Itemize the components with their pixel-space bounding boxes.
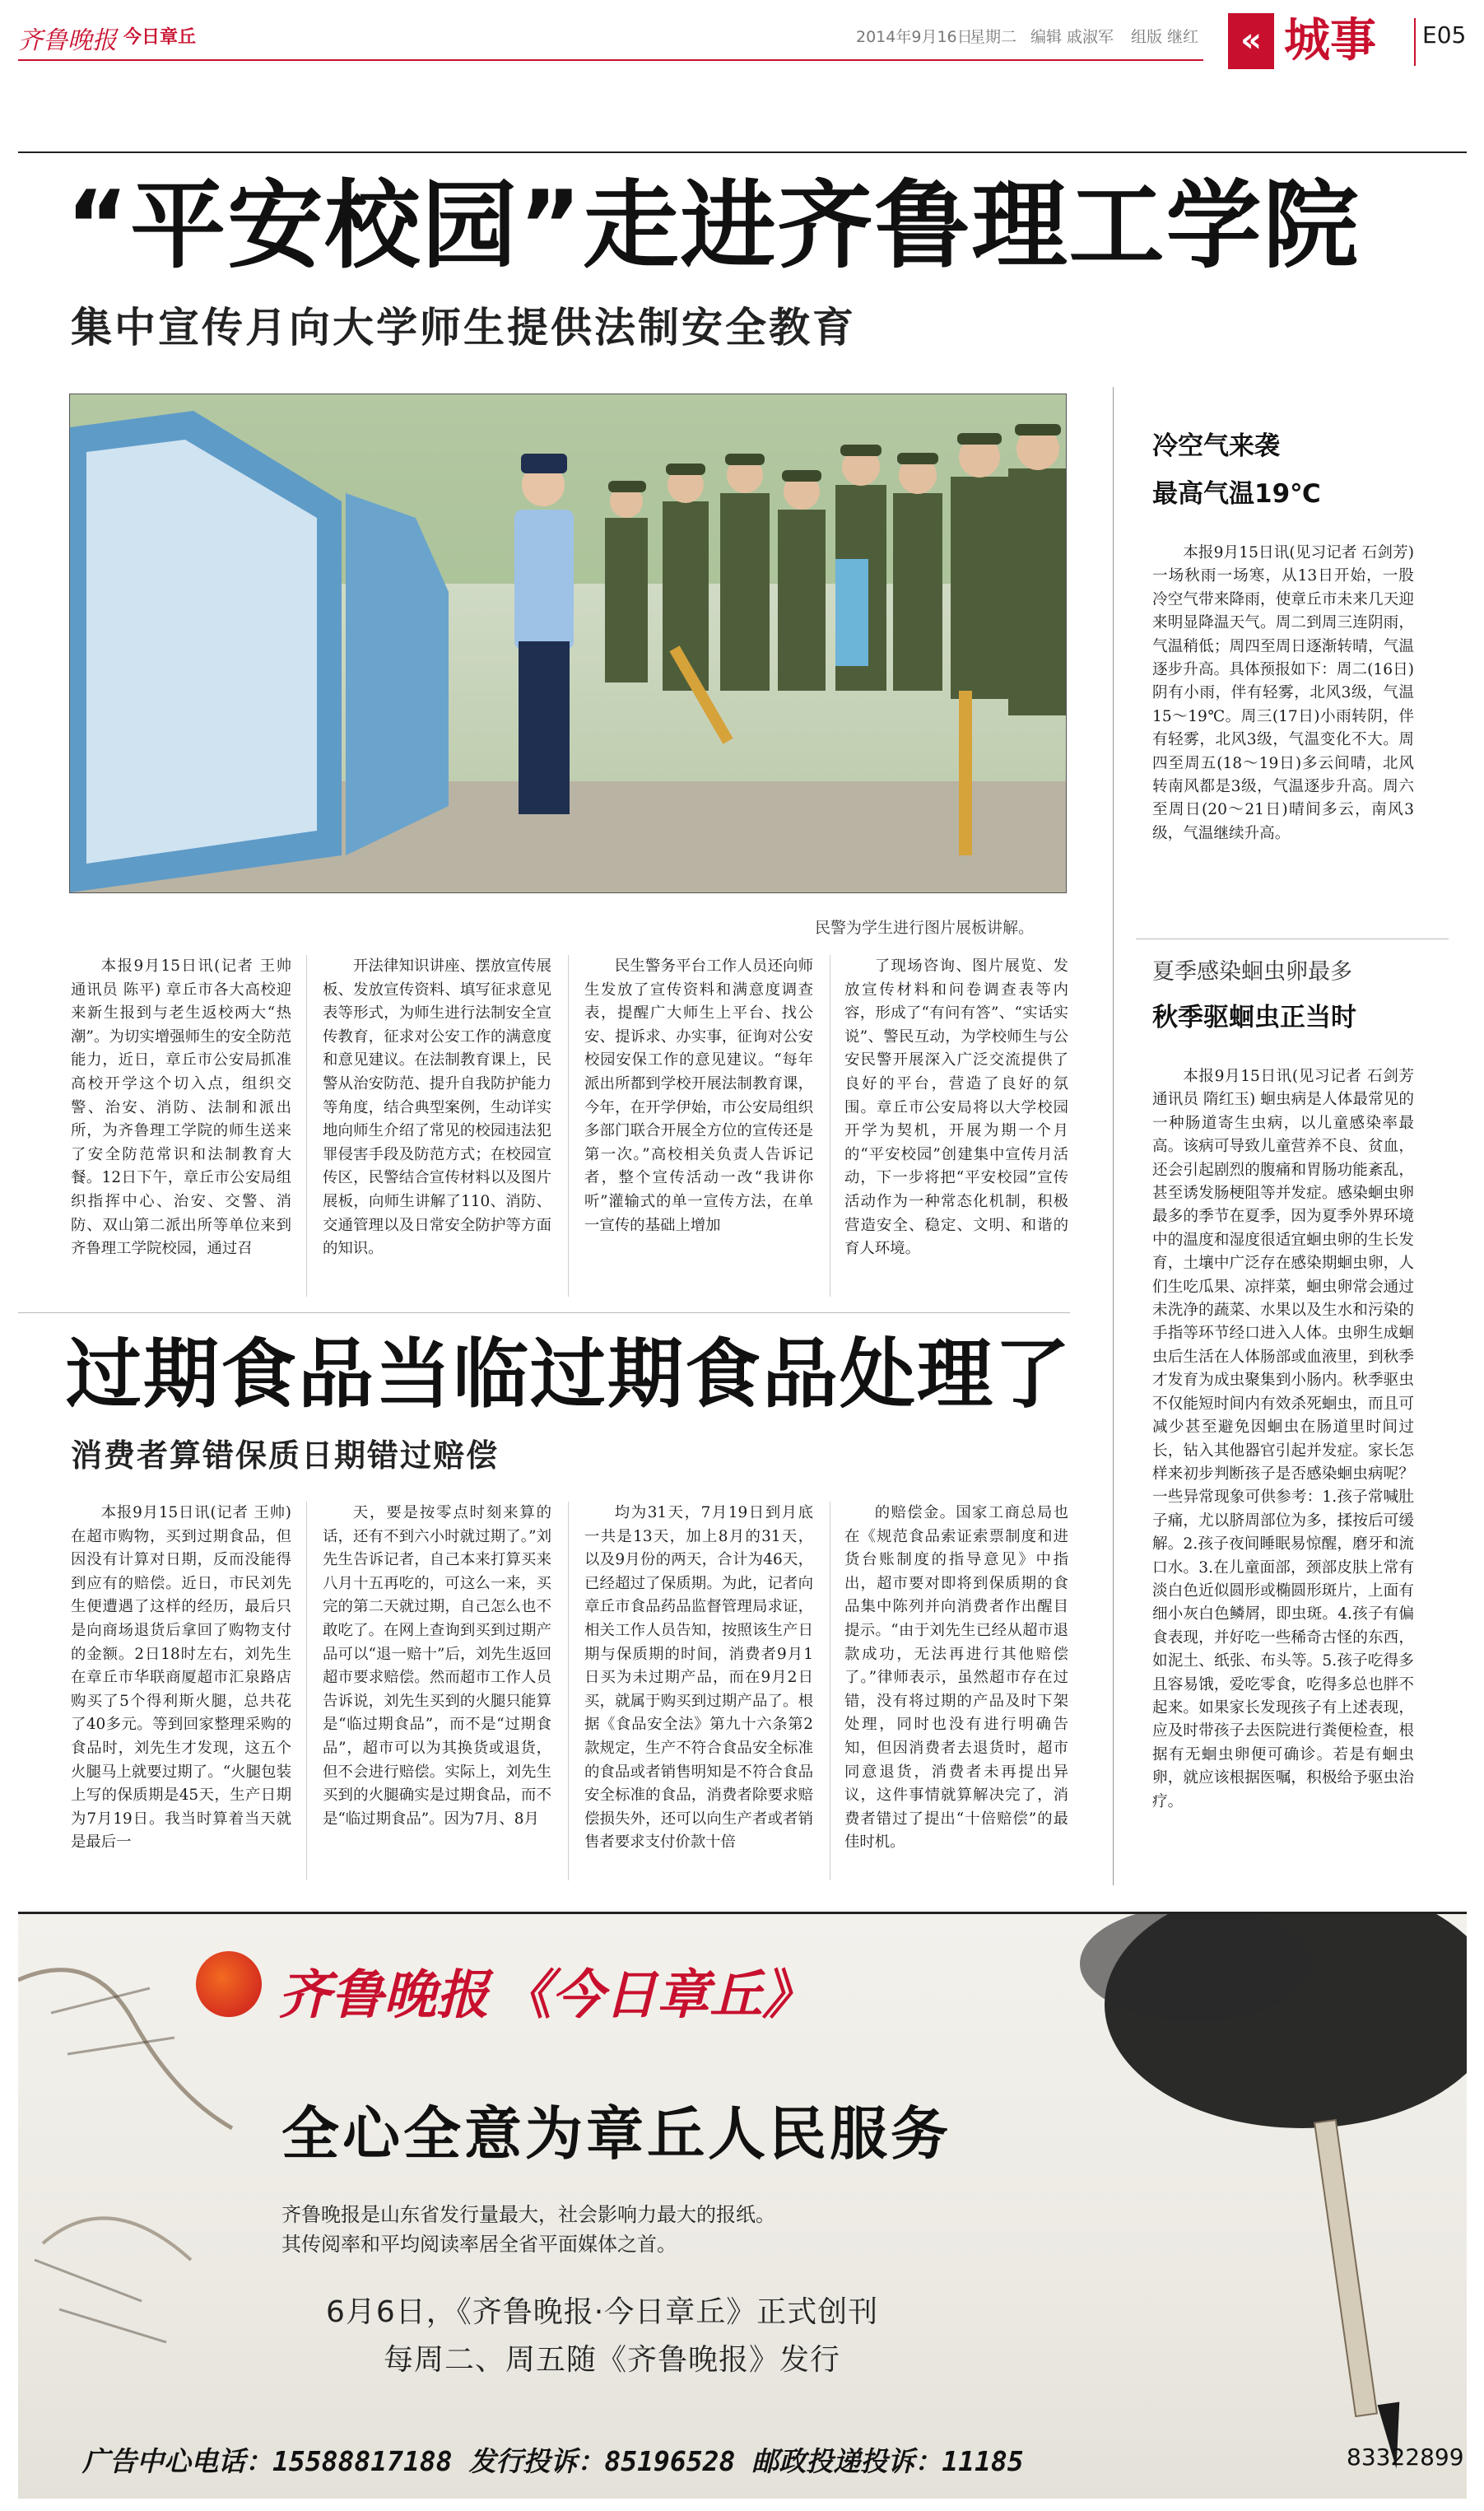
header-rule <box>18 59 1203 61</box>
story2-headline: 过期食品当临过期食品处理了 <box>66 1330 1072 1419</box>
ad-slogan: 全心全意为章丘人民服务 <box>281 2100 951 2168</box>
story2-column-2: 天，要是按零点时刻来算的话，还有不到六小时就过期了。”刘先生告诉记者，自己本来打算买来八月十五再吃的，可这么一来，买完的第二天就过期，自己怎么也不敢吃了。在网上查询到买到过期产品可以“退一赔十”后，刘先生返回超市要求赔偿。然而超市工作人员告诉说，刘先生买到的火腿只能算是“临过期食品”，而不是“过期食品”，超市可以为其换货或退货，但不会进行赔偿。实际上，刘先生买到的火腿确实是过期食品，而不是“临过期食品”。因为7月、8月 <box>323 1504 551 1828</box>
masthead-edition: 今日章丘 <box>123 27 197 48</box>
ad-launch-line-2: 每周二、周五随《齐鲁晚报》发行 <box>384 2343 841 2377</box>
story1-photo <box>69 394 1067 893</box>
ad-line-2: 其传阅率和平均阅读率居全省平面媒体之首。 <box>281 2233 677 2256</box>
story-separator <box>18 1312 1070 1313</box>
story1-column-2: 开法律知识讲座、摆放宣传展板、发放宣传资料、填写征求意见表等形式，为师生进行法制安全宣传教育，征求对公安工作的满意度和意见建议。在法制教育课上，民警从治安防范、提升自我防护能力等角度，结合典型案例，生动详实地向师生介绍了常见的校园违法犯罪侵害手段及防范方式；在校园宣传区，民警结合宣传材料以及图片展板，向师生讲解了110、消防、交通管理以及日常安全防护等方面的知识。 <box>323 957 551 1258</box>
sidebar-divider <box>1113 387 1114 1885</box>
story2-column-3: 均为31天，7月19日到月底一共是13天，加上8月的31天，以及9月份的两天，合计为46天，已经超过了保质期。为此，记者向章丘市食品药品监督管理局求证，相关工作人员告知，按照该生产日期与保质期的时间，消费者9月1日买为未过期产品，而在9月2日买，就属于购买到过期产品了。根据《食品安全法》第九十六条第2款规定，生产不符合食品安全标准的食品或者销售明知是不符合食品安全标准的食品，消费者除要求赔偿损失外，还可以向生产者或者销售者要求支付价款十倍 <box>584 1504 813 1852</box>
section-name: 城事 <box>1284 14 1376 68</box>
weather-title-line2: 最高气温19℃ <box>1152 479 1321 509</box>
ad-brand: 齐鲁晚报 《今日章丘》 <box>278 1964 815 2026</box>
masthead-brand: 齐鲁晚报 <box>18 26 117 55</box>
story1-subhead: 集中宣传月向大学师生提供法制安全教育 <box>71 304 856 352</box>
editor-credit: 编辑 戚淑军 <box>1030 28 1114 46</box>
page-number: E05 <box>1422 21 1467 49</box>
story1-column-1: 本报9月15日讯(记者 王帅 通讯员 陈平) 章丘市各大高校迎来新生报到与老生返校两大“热潮”。为切实增强师生的安全防范能力，近日，章丘市公安局抓准高校开学这个切入点，组织交警、治安、消防、法制和派出所，为齐鲁理工学院的师生送来了安全防范常识和法制教育大餐。12日下午，章丘市公安局组织指挥中心、治安、交警、消防、双山第二派出所等单位来到齐鲁理工学院校园，通过召 <box>71 957 291 1258</box>
column-divider <box>306 1502 307 1880</box>
ad-line-1: 齐鲁晚报是山东省发行量最大，社会影响力最大的报纸。 <box>281 2203 775 2226</box>
story1-column-3: 民生警务平台工作人员还向师生发放了宣传资料和满意度调查表，提醒广大师生上平台、找公安、提诉求、办实事，征询对公安校园安保工作的意见建议。“每年派出所都到学校开展法制教育课，今年，在开学伊始，市公安局组织多部门联合开展全方位的宣传还是第一次。”高校相关负责人告诉记者，整个宣传活动一改“我讲你听”灌输式的单一宣传方法，在单一宣传的基础上增加 <box>584 957 813 1234</box>
section-arrow-icon: « <box>1228 13 1274 69</box>
issue-weekday: 星期二 <box>970 28 1017 46</box>
designer-credit: 组版 继红 <box>1131 28 1199 46</box>
column-divider <box>306 955 307 1297</box>
ad-launch-line-1: 6月6日，《齐鲁晚报·今日章丘》正式创刊 <box>326 2295 879 2329</box>
photo-caption: 民警为学生进行图片展板讲解。 <box>815 919 1035 937</box>
section-divider <box>1414 18 1416 66</box>
column-divider <box>568 955 569 1297</box>
story2-column-4: 的赔偿金。国家工商总局也在《规范食品索证索票制度和进货台账制度的指导意见》中指出，超市要对即将到保质期的食品集中陈列并向消费者作出醒目提示。“由于刘先生已经从超市退款成功，无法再进行其他赔偿了。”律师表示，虽然超市存在过错，没有将过期的产品及时下架处理，同时也没有进行明确告知，但因消费者去退货时，超市同意退货，消费者未再提出异议，这件事情就算解决完了，消费者错过了提出“十倍赔偿”的最佳时机。 <box>844 1504 1068 1852</box>
story2-column-1: 本报9月15日讯(记者 王帅) 在超市购物，买到过期食品，但因没有计算对日期，反而没能得到应有的赔偿。近日，市民刘先生便遭遇了这样的经历，最后只是向商场退货后拿回了购物支付的金额。2日18时左右，刘先生在章丘市华联商厦超市汇泉路店购买了5个得利斯火腿，总共花了40多元。等到回家整理采购的食品时，刘先生才发现，这五个火腿马上就要过期了。“火腿包装上写的保质期是45天，生产日期为7月19日。我当时算着当天就是最后一 <box>71 1504 291 1852</box>
issue-date: 2014年9月16日 <box>856 28 973 46</box>
story1-column-4: 了现场咨询、图片展览、发放宣传材料和问卷调查表等内容，形成了“有问有答”、“实话实说”、警民互动，为学校师生与公安民警开展深入广泛交流提供了良好的平台，营造了良好的氛围。章丘市公安局将以大学校园开学为契机，开展为期一个月的“平安校园”创建集中宣传月活动，下一步将把“平安校园”宣传活动作为一种常态化机制，积极营造安全、稳定、文明、和谐的育人环境。 <box>844 957 1068 1258</box>
story1-headline: “平安校园”走进齐鲁理工学院 <box>66 170 1361 282</box>
story2-subhead: 消费者算错保质日期错过赔偿 <box>71 1437 500 1474</box>
column-divider <box>568 1502 569 1880</box>
photo-illustration <box>70 394 1066 892</box>
weather-story: 本报9月15日讯(见习记者 石剑芳) 一场秋雨一场寒，从13日开始，一股冷空气带来降雨，使章丘市未来几天迎来明显降温天气。周二到周三连阴雨，气温稍低；周四至周日逐渐转晴，气温逐步升高。具体预报如下：周二(16日)阴有小雨，伴有轻雾，北风3级，气温15～19℃。周三(17日)小雨转阴，伴有轻雾，北风3级，气温变化不大。周四至周五(18～19日)多云间晴，北风转南风都是3级，气温逐步升高。周六至周日(20～21日)晴间多云，南风3级，气温继续升高。 <box>1152 544 1414 842</box>
weather-title-line1: 冷空气来袭 <box>1152 431 1280 461</box>
health-story: 本报9月15日讯(见习记者 石剑芳 通讯员 隋红玉) 蛔虫病是人体最常见的一种肠道寄生虫病，以儿童感染率最高。该病可导致儿童营养不良、贫血，还会引起剧烈的腹痛和胃肠功能紊乱，甚至诱发肠梗阻等并发症。感染蛔虫卵最多的季节在夏季，因为夏季外界环境中的温度和湿度很适宜蛔虫卵的生长发育，土壤中广泛存在感染期蛔虫卵，人们生吃瓜果、凉拌菜，蛔虫卵常会通过未洗净的蔬菜、水果以及生水和污染的手指等环节经口进入人体。虫卵生成蛔虫后生活在人体肠部或血液里，到秋季才发育为成虫聚集到小肠内。秋季驱虫不仅能短时间内有效杀死蛔虫，而且可减少甚至避免因蛔虫在肠道里时间过长，钻入其他器官引起并发症。家长怎样来初步判断孩子是否感染蛔虫病呢？一些异常现象可供参考：1.孩子常喊肚子痛，尤以脐周部位为多，揉按后可缓解。2.孩子夜间睡眠易惊醒，磨牙和流口水。3.在儿童面部，颈部皮肤上常有淡白色近似圆形或椭圆形斑片，上面有细小灰白色鳞屑，即虫斑。4.孩子有偏食表现，并好吃一些稀奇古怪的东西，如泥土、纸张、布头等。5.孩子吃得多且容易饿，爱吃零食，吃得多总也胖不起来。如果家长发现孩子有上述表现，应及时带孩子去医院进行粪便检查，根据有无蛔虫卵便可确诊。若是有蛔虫卵，就应该根据医嘱，积极给予驱虫治疗。 <box>1152 1068 1414 1810</box>
top-rule <box>18 151 1467 153</box>
brand-logo-icon <box>196 1951 262 2017</box>
ad-phone-secondary: 83322899 <box>1347 2443 1464 2471</box>
ad-contact-line: 广告中心电话：15588817188 发行投诉：85196528 邮政投递投诉：11185 <box>82 2445 1024 2477</box>
health-kicker: 夏季感染蛔虫卵最多 <box>1152 959 1352 985</box>
health-title: 秋季驱蛔虫正当时 <box>1152 1003 1356 1032</box>
